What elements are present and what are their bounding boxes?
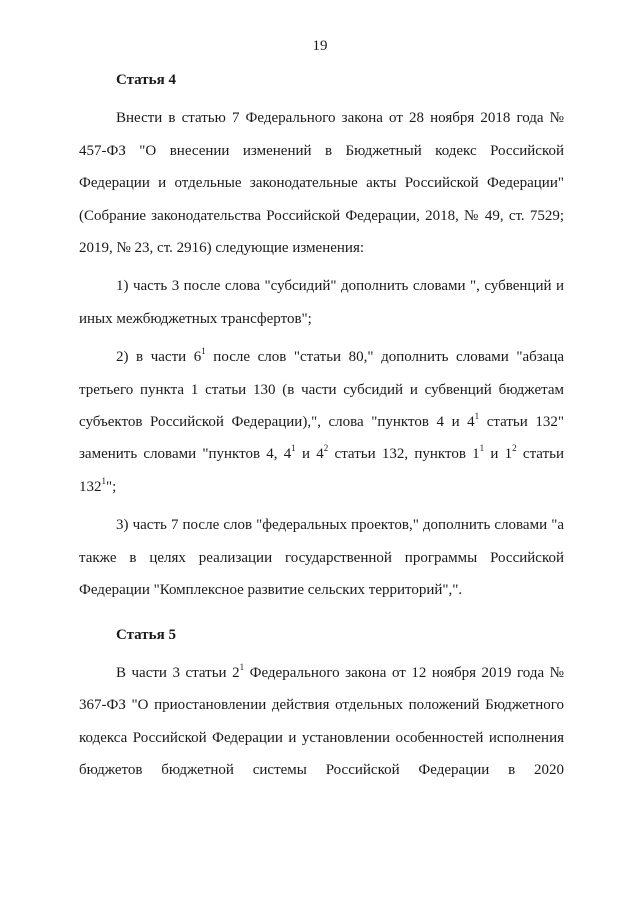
article-4-item-3: 3) часть 7 после слов "федеральных проектов," дополнить словами "а также в целях реализации государственной программы Российской Федерации "Комплексное развитие сельских территорий",". (79, 517, 564, 599)
document-body (79, 64, 564, 793)
article-4-item-1: 1) часть 3 после слова "субсидий" дополнить словами ", субвенций и иных межбюджетных трансфертов"; (79, 278, 564, 327)
article-4-item-2: 2) в части $6^1$ после слов "статьи 80," дополнить словами "абзаца третьего пункта 1 статьи 130 (в части субсидий и субвенций бюджетам субъектов Российской Федерации),", слова "пунктов 4 и $4^1$ статьи 132" заменить словами "пунктов 4, $4^1$ и $4^2$ статьи 132, пунктов $1^1$ и $1^2$ статьи $132^1$"; (79, 346, 565, 495)
article-4-intro: Внести в статью 7 Федерального закона от 28 ноября 2018 года № 457-ФЗ "О внесении изменений в Бюджетный кодекс Российской Федерации и отдельные законодательные акты Российской Федерации" (Собрание законодательства Российской Федерации, 2018, № 49, ст. 7529; 2019, № 23, ст. 2916) следующие изменения: (79, 110, 564, 257)
article-5-intro: В части 3 статьи $2^1$ Федерального закона от 12 ноября 2019 года № 367-ФЗ "О приостановлении действия отдельных положений Бюджетного кодекса Российской Федерации и установлении особенностей исполнения бюджетов бюджетной системы Российской Федерации в 2020 (79, 661, 564, 779)
article-4-heading: Статья 4 (116, 72, 176, 88)
article-5-heading: Статья 5 (116, 626, 176, 643)
page-number: 19 (312, 38, 328, 54)
